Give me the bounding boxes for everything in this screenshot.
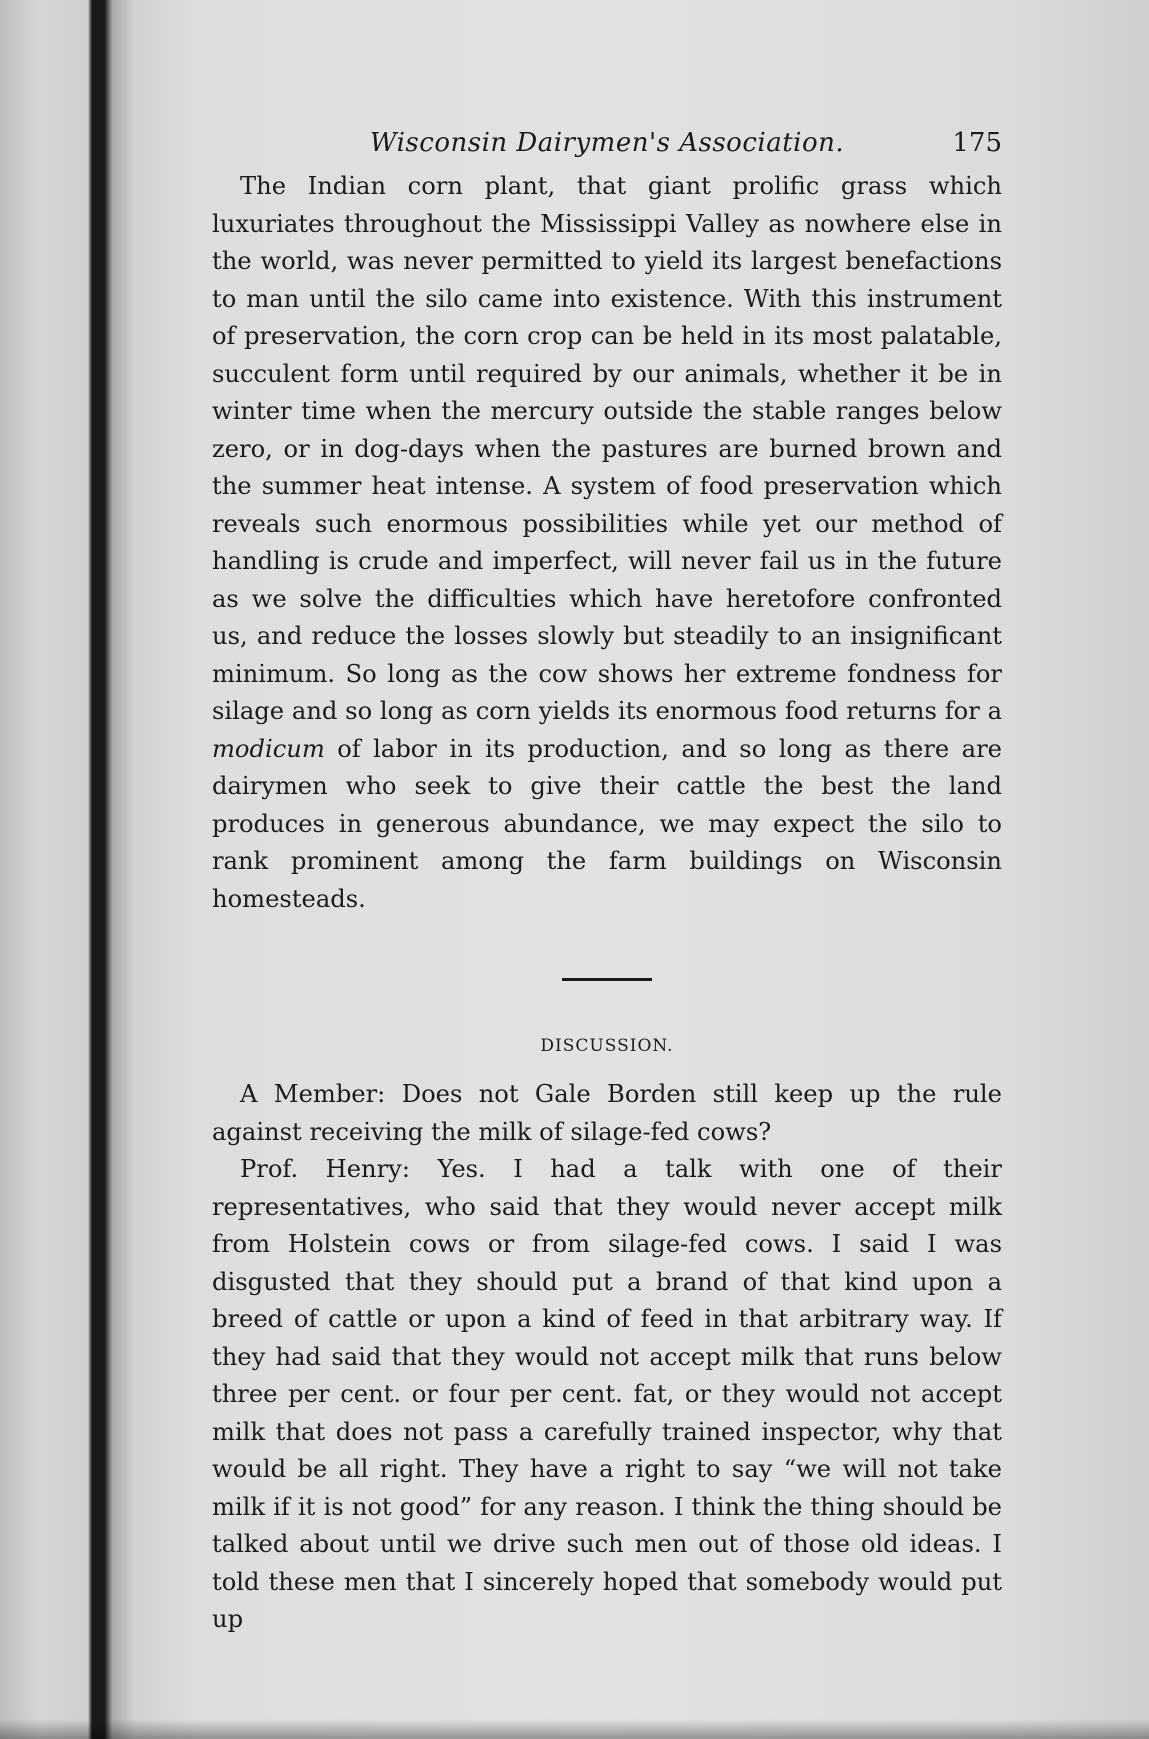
paragraph-text-end: of labor in its production, and so long as there are dairymen who seek to give their cattle the best the land produces in generous abundance, we may expect the silo to rank prominent among the farm buildings on Wisconsin homesteads.: [212, 734, 1002, 913]
binding-gutter-shadow: [104, 0, 134, 1739]
question-speaker: A Member:: [240, 1080, 386, 1108]
discussion-answer: [212, 1151, 1002, 1639]
discussion-question: [212, 1076, 1002, 1151]
running-head-title: Wisconsin Dairymen's Association.: [369, 128, 845, 158]
italic-word: modicum: [212, 734, 325, 763]
discussion-heading: DISCUSSION.: [540, 1036, 674, 1056]
page-number: 175: [952, 128, 1002, 158]
book-page: [212, 128, 1002, 1639]
running-head: [212, 128, 1002, 168]
body-paragraph: [212, 168, 1002, 918]
answer-speaker: Prof. Henry:: [240, 1155, 410, 1183]
page-bottom-edge: [0, 1719, 1149, 1739]
question-text: Does not Gale Borden still keep up the rule against receiving the milk of silage-fed cows?: [212, 1080, 1002, 1146]
answer-text: Yes. I had a talk with one of their representatives, who said that they would never accept milk from Holstein cows or from silage-fed cows. I said I was disgusted that they should put a brand of that kind upon a breed of cattle or upon a kind of feed in that arbitrary way. If they had said that they would not accept milk that runs below three per cent. or four per cent. fat, or they would not accept milk that does not pass a carefully trained inspector, why that would be all right. They have a right to say “we will not take milk if it is not good” for any reason. I think the thing should be talked about until we drive such men out of those old ideas. I told these men that I sincerely hoped that somebody would put up: [212, 1155, 1002, 1633]
paragraph-text-start: The Indian corn plant, that giant prolific grass which luxuriates throughout the Mississippi Valley as nowhere else in the world, was never permitted to yield its largest benefactions to man until the silo came into existence. With this instrument of preservation, the corn crop can be held in its most palatable, succulent form until required by our animals, whether it be in winter time when the mercury outside the stable ranges below zero, or in dog-days when the pastures are burned brown and the summer heat intense. A system of food preservation which reveals such enormous possibilities while yet our method of handling is crude and imperfect, will never fail us in the future as we solve the difficulties which have heretofore confronted us, and reduce the losses slowly but steadily to an insignificant minimum. So long as the cow shows her extreme fondness for silage and so long as corn yields its enormous food returns for a: [212, 172, 1002, 725]
section-divider-rule: [562, 978, 652, 981]
